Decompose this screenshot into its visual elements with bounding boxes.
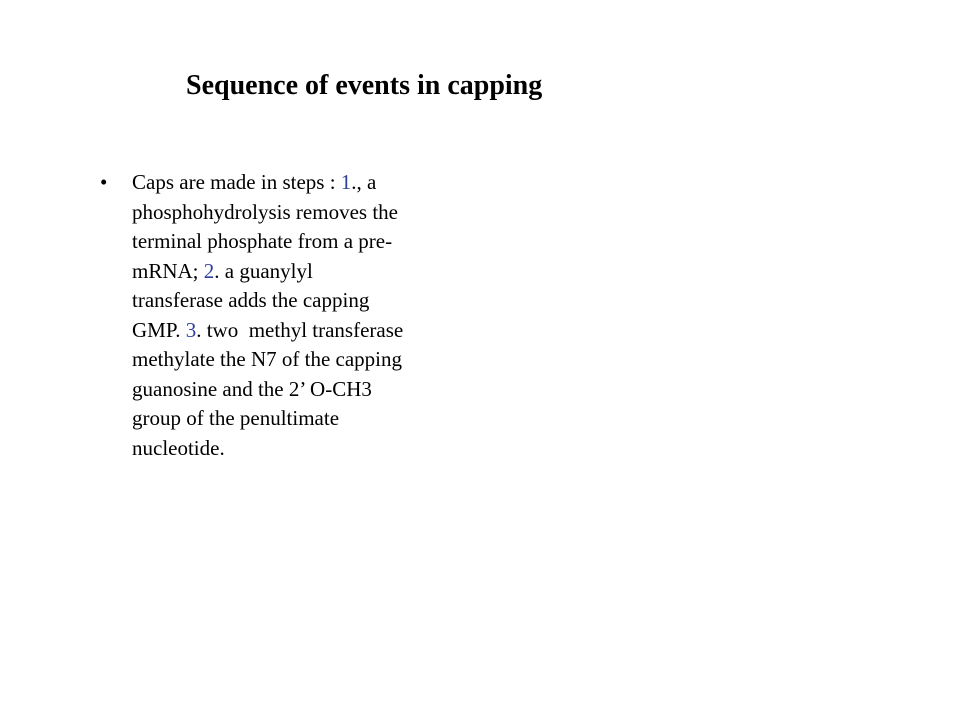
step-number-3: 3 <box>185 317 197 342</box>
bullet-line-3: terminal phosphate from a pre- <box>132 229 393 253</box>
slide-title: Sequence of events in capping <box>186 70 543 101</box>
bullet-dot-icon: • <box>100 170 108 194</box>
bullet-text: Caps are made in steps : <box>132 170 341 194</box>
step-number-1: 1 <box>340 170 352 194</box>
bullet-line-6 <box>132 316 500 346</box>
bullet-line-7: methylate the N7 of the capping <box>132 347 402 371</box>
bullet-line-4 <box>132 257 500 287</box>
bullet-line-1 <box>132 168 500 198</box>
bullet-text: GMP. <box>132 317 186 342</box>
bullet-text: ., a <box>351 170 377 194</box>
bullet-item <box>100 168 500 463</box>
bullet-list <box>100 168 500 463</box>
bullet-line-2: phosphohydrolysis removes the <box>132 199 398 224</box>
bullet-line-9: group of the penultimate <box>132 406 340 430</box>
bullet-line-5: transferase adds the capping <box>132 288 370 312</box>
bullet-line-8: guanosine and the 2’ O-CH3 <box>132 376 372 401</box>
bullet-line-10: nucleotide. <box>132 435 225 460</box>
bullet-text: . two methyl transferase <box>196 317 404 342</box>
step-number-2: 2 <box>203 258 215 283</box>
bullet-text: . a guanylyl <box>214 258 313 283</box>
bullet-text: mRNA; <box>132 258 204 283</box>
